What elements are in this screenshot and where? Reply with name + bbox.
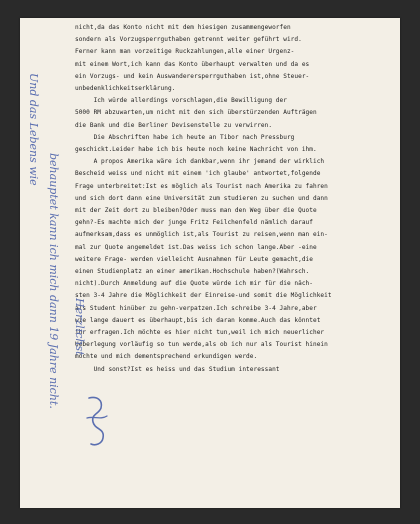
text-line: Ferner kann man vorzeitige Ruckzahlungen,alle einer Urgenz- (75, 48, 295, 56)
text-line: mit einem Wort,ich kann das Konto überhaupt verwalten und da es (75, 60, 310, 68)
text-line: als Student hinüber zu gehn-verpatzen.Ich schreibe 3-4 Jahre,aber (75, 304, 317, 312)
text-line: weitere Frage- werden vielleicht Ausnahmen für Leute gemacht,die (75, 255, 313, 263)
handwritten-closing: Herzlichst (73, 298, 86, 356)
handwritten-margin-note: Und das Lebens wie (27, 73, 40, 186)
text-line: Die Abschriften habe ich heute an Tibor nach Pressburg (75, 133, 295, 141)
text-line: Ueberlegung vorläufig so tun werde,als ob ich nur als Tourist hinein (75, 341, 328, 349)
text-line: ihr erfragen.Ich möchte es hier nicht tun,weil ich mich neuerlicher (75, 329, 325, 337)
text-line: gehn?-Es machte mich der junge Fritz Feilchenfeld nämlich darauf (75, 219, 313, 227)
text-line: möchte und mich dementsprechend erkundigen werde. (75, 353, 258, 361)
handwritten-margin-note: behauptet kann ich mich dann 19 Jahre nicht. (47, 153, 60, 409)
text-line: nicht).Durch Anmeldung auf die Quote würde ich mir für die näch- (75, 280, 313, 288)
text-line: nicht,da das Konto nicht mit dem hiesigen zusammengeworfen (75, 24, 291, 31)
text-line: Frage unterbreitet:Ist es möglich als Tourist nach Amerika zu fahren (75, 182, 328, 190)
text-line: die Bank und die Berliner Devisenstelle zu verwirren. (75, 121, 273, 129)
text-line: 5000 RM abzuwarten,um nicht mit den sich überstürzenden Aufträgen (75, 109, 317, 117)
text-line: wie lange dauert es überhaupt,bis ich daran komme.Auch das könntet (75, 316, 321, 324)
text-line: mit der Zeit dort zu bleiben?Oder muss man den Weg über die Quote (75, 207, 317, 215)
text-line: sondern als Vorzugsperrguthaben getrennt weiter geführt wird. (75, 36, 302, 44)
handwritten-signature (83, 394, 111, 448)
text-line: Und sonst?Ist es heiss und das Studium interessant (75, 365, 280, 373)
text-line: sten 3-4 Jahre die Möglichkeit der Einreise-und somit die Möglichkeit (75, 292, 332, 300)
text-line: A propos Amerika wäre ich dankbar,wenn ihr jemand der wirklich (75, 158, 325, 166)
text-line: aufmerksam,dass es unmöglich ist,als Tourist zu reisen,wenn man ein- (75, 231, 328, 239)
text-line: Ich würde allerdings vorschlagen,die Bewilligung der (75, 97, 287, 105)
text-line: ein Vorzugs- und kein Auswanderersperrguthaben ist,ohne Steuer- (75, 72, 310, 80)
text-line: mal zur Quote angemeldet ist.Das weiss ich schon lange.Aber -eine (75, 243, 317, 251)
text-line: geschickt.Leider habe ich bis heute noch keine Nachricht von ihm. (75, 146, 317, 154)
text-line: Bescheid weiss und nicht mit einem 'ich glaube' antwortet,folgende (75, 170, 321, 178)
letter-page (20, 18, 400, 508)
text-line: einen Studienplatz an einer amerikan.Hochschule haben?(Wahrsch. (75, 268, 310, 276)
text-line: und sich dort dann eine Universität zum studieren zu suchen und dann (75, 194, 328, 202)
typed-text-block (75, 22, 395, 376)
text-line: unbedenklichkeitserklärung. (75, 85, 176, 93)
